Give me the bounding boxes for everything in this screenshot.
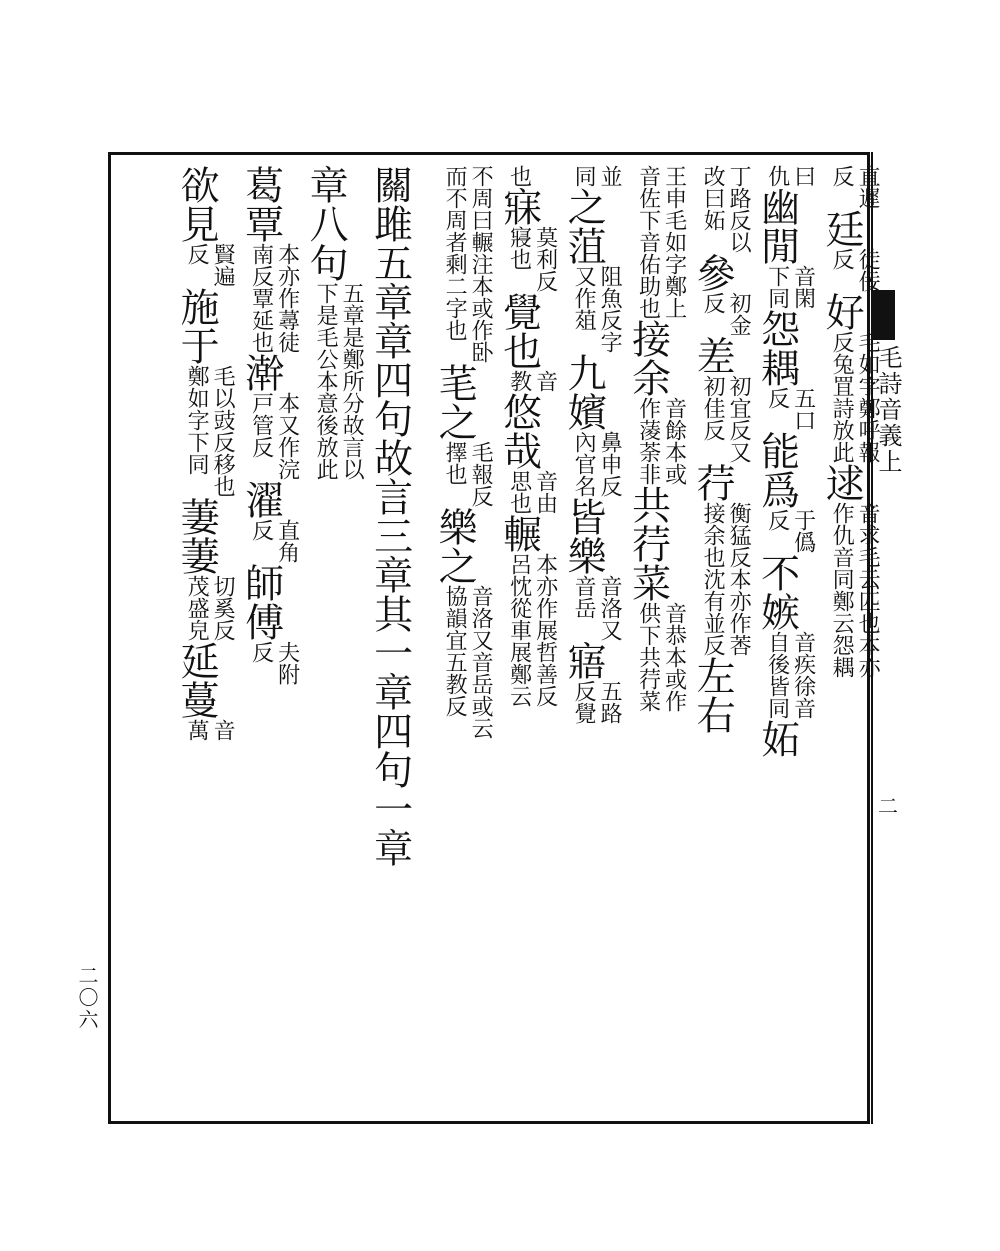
annotation-line: 丁路反以 (726, 165, 752, 253)
annotation-line: 皆同 (764, 675, 790, 719)
annotation-line: 徒佞 (855, 248, 881, 292)
main-text: 能爲 (754, 431, 800, 509)
annotation-pair (248, 243, 300, 353)
annotation-line: 注本或作卧 (468, 253, 494, 363)
annotation-line: 音洛又音岳或云 (468, 585, 494, 739)
annotation-pair (828, 165, 880, 209)
main-text: 覺也 (496, 292, 542, 370)
main-text: 共荇菜 (625, 485, 671, 602)
main-text: 差 (690, 336, 736, 375)
main-text: 葛覃 (238, 165, 284, 243)
annotation-line: 反兔罝詩放此 (829, 331, 855, 463)
annotation-pair (506, 165, 532, 187)
annotation-line: 呂忱從車展鄭云 (506, 553, 532, 707)
annotation-line: 供下共荇菜 (635, 602, 661, 712)
main-text: 悠哉 (496, 392, 542, 470)
text-column (303, 165, 365, 1115)
annotation-pair (635, 602, 687, 712)
annotation-line: 反 (829, 248, 855, 270)
text-column (754, 165, 816, 1115)
text-column (561, 165, 623, 1115)
annotation-line: 初宜反又 (726, 375, 752, 463)
annotation-line: 自後 (764, 631, 790, 675)
annotation-line: 音佐下音佑助也 (635, 165, 661, 319)
annotation-pair (183, 365, 235, 497)
annotation-line: 反 (184, 243, 210, 265)
annotation-pair (506, 226, 558, 292)
annotation-line: 反 (248, 519, 274, 541)
annotation-line: 本亦作展哲善反 (532, 553, 558, 707)
text-column (238, 165, 300, 1115)
annotation-pair (506, 370, 558, 392)
annotation-line: 音由 (532, 470, 558, 514)
main-text: 接余 (625, 319, 671, 397)
annotation-line: 五口 (790, 387, 816, 431)
main-text: 妬 (754, 719, 800, 758)
annotation-line: 思也 (506, 470, 532, 514)
annotation-line: 擇也 (442, 441, 468, 485)
annotation-line: 音閑 (790, 265, 816, 309)
main-text: 輾 (496, 514, 542, 553)
annotation-line: 于僞 (790, 509, 816, 553)
annotation-line: 反 (700, 292, 726, 314)
annotation-line: 協韻宜五教反 (442, 585, 468, 717)
annotation-line: 初金 (726, 292, 752, 336)
annotation-line: 改曰妬 (700, 165, 726, 231)
text-column (625, 165, 687, 1115)
annotation-pair (828, 248, 880, 292)
annotation-line: 寢也 (506, 226, 532, 270)
annotation-line: 切奚反 (210, 575, 236, 641)
main-text: 萋萋 (174, 497, 220, 575)
annotation-pair (764, 165, 816, 187)
main-text: 澣 (238, 353, 284, 392)
annotation-line: 作仇音同鄭云怨耦 (829, 502, 855, 678)
annotation-line: 本亦作蕁徒 (274, 243, 300, 353)
text-column (496, 165, 558, 1115)
annotation-pair (248, 392, 300, 480)
annotation-line: 莫利反 (532, 226, 558, 292)
annotation-line: 初佳反 (700, 375, 726, 441)
annotation-pair (183, 243, 235, 287)
main-text: 寤 (561, 641, 607, 680)
annotation-pair (764, 675, 816, 719)
main-text: 左右 (690, 656, 736, 734)
annotation-line: 仇 (764, 165, 790, 187)
annotation-line: 反覺 (571, 680, 597, 724)
main-text: 師傅 (238, 563, 284, 641)
text-column (690, 165, 752, 1115)
text-column (819, 165, 881, 1115)
annotation-line: 剩二字也 (442, 253, 468, 341)
text-column (174, 165, 236, 1115)
annotation-pair (441, 585, 493, 739)
annotation-pair (248, 519, 300, 563)
annotation-line: 王申毛如字鄭上 (661, 165, 687, 319)
annotation-line: 鄭如字下同 (184, 365, 210, 475)
main-text: 章八句 (303, 165, 349, 282)
annotation-line: 曰 (790, 165, 816, 187)
annotation-line: 毛以豉反移也 (210, 365, 236, 497)
annotation-pair (764, 387, 816, 431)
annotation-line: 音恭本或作 (661, 602, 687, 712)
annotation-pair (699, 165, 751, 253)
annotation-pair (764, 265, 816, 309)
annotation-line: 也 (506, 165, 532, 187)
annotation-line: 音洛又 (597, 575, 623, 641)
annotation-pair (183, 719, 235, 741)
main-text: 濯 (238, 480, 284, 519)
annotation-line: 並 (597, 165, 623, 187)
annotation-line: 音疾 (790, 631, 816, 675)
annotation-line: 反 (764, 387, 790, 409)
annotation-pair (635, 165, 687, 319)
annotation-line: 鼻申反 (597, 431, 623, 497)
main-text: 之菹 (561, 187, 607, 265)
annotation-line: 萬 (184, 719, 210, 741)
annotation-pair (699, 502, 751, 656)
annotation-pair (635, 397, 687, 485)
annotation-line: 毛報反 (468, 441, 494, 507)
main-text: 施于 (174, 287, 220, 365)
annotation-pair (828, 502, 880, 678)
main-text: 不嫉 (754, 553, 800, 631)
annotation-pair (828, 331, 880, 463)
annotation-line: 五章是鄭所分故言以 (339, 282, 365, 480)
page-number: 二〇六 (75, 965, 99, 1031)
main-text: 九嬪 (561, 353, 607, 431)
annotation-pair (699, 375, 751, 463)
annotation-pair (312, 282, 364, 480)
annotation-pair (506, 470, 558, 514)
text-column (432, 165, 494, 1115)
annotation-pair (764, 631, 816, 675)
annotation-pair (570, 431, 622, 497)
annotation-pair (570, 575, 622, 641)
annotation-line: 本又作浣 (274, 392, 300, 480)
main-text: 欲見 (174, 165, 220, 243)
annotation-line: 教 (506, 370, 532, 392)
annotation-line: 音岳 (571, 575, 597, 619)
annotation-pair (441, 441, 493, 507)
annotation-line: 反 (829, 165, 855, 187)
annotation-pair (183, 575, 235, 641)
main-text: 好 (819, 292, 865, 331)
leaf-number: 二 (878, 794, 898, 818)
annotation-line: 反 (248, 641, 274, 663)
annotation-line: 音 (532, 370, 558, 392)
annotation-line: 接余也沈有並反 (700, 502, 726, 656)
annotation-line: 下是毛公本意後放此 (313, 282, 339, 480)
main-text: 樂之 (432, 507, 478, 585)
main-text: 怨耦 (754, 309, 800, 387)
annotation-line: 直角 (274, 519, 300, 563)
main-text: 廷 (819, 209, 865, 248)
annotation-pair (441, 253, 493, 363)
annotation-line: 反 (764, 509, 790, 531)
text-column (369, 165, 425, 1115)
annotation-line: 毛如字鄭呼報 (855, 331, 881, 463)
annotation-line: 下同 (764, 265, 790, 309)
annotation-line: 五路 (597, 680, 623, 724)
annotation-line: 而不周者 (442, 165, 468, 253)
annotation-line: 音求毛云匹也本亦 (855, 502, 881, 678)
annotation-line: 作蓤荼非 (635, 397, 661, 485)
book-title: 毛詩音義上 (874, 345, 902, 475)
annotation-pair (570, 680, 622, 724)
annotation-line: 戸管反 (248, 392, 274, 458)
annotation-line: 音 (210, 719, 236, 741)
annotation-line: 同 (571, 165, 597, 187)
annotation-line: 又作葅 (571, 265, 597, 331)
main-text: 荇 (690, 463, 736, 502)
main-text: 皆樂 (561, 497, 607, 575)
annotation-line: 南反覃延也 (248, 243, 274, 353)
main-text: 關雎五章章四句故言三章其一章四句一章 (367, 165, 413, 867)
annotation-pair (699, 292, 751, 336)
annotation-line: 內官名 (571, 431, 597, 497)
annotation-line: 阻魚反字 (597, 265, 623, 353)
main-text: 寐 (496, 187, 542, 226)
main-text: 參 (690, 253, 736, 292)
annotation-pair (764, 509, 816, 553)
annotation-pair (248, 641, 300, 685)
annotation-line: 茂盛皃 (184, 575, 210, 641)
main-text: 芼之 (432, 363, 478, 441)
main-text: 幽閒 (754, 187, 800, 265)
annotation-line: 音餘本或 (661, 397, 687, 485)
annotation-line: 直遲 (855, 165, 881, 209)
annotation-line: 賢遍 (210, 243, 236, 287)
annotation-pair (570, 265, 622, 353)
annotation-line: 不周曰輾 (468, 165, 494, 253)
main-text: 逑 (819, 463, 865, 502)
annotation-line: 徐音 (790, 675, 816, 719)
annotation-pair (506, 553, 558, 707)
annotation-pair (441, 165, 493, 253)
annotation-pair (570, 165, 622, 187)
annotation-line: 夫附 (274, 641, 300, 685)
main-text: 延蔓 (174, 641, 220, 719)
annotation-line: 衡猛反本亦作莕 (726, 502, 752, 656)
